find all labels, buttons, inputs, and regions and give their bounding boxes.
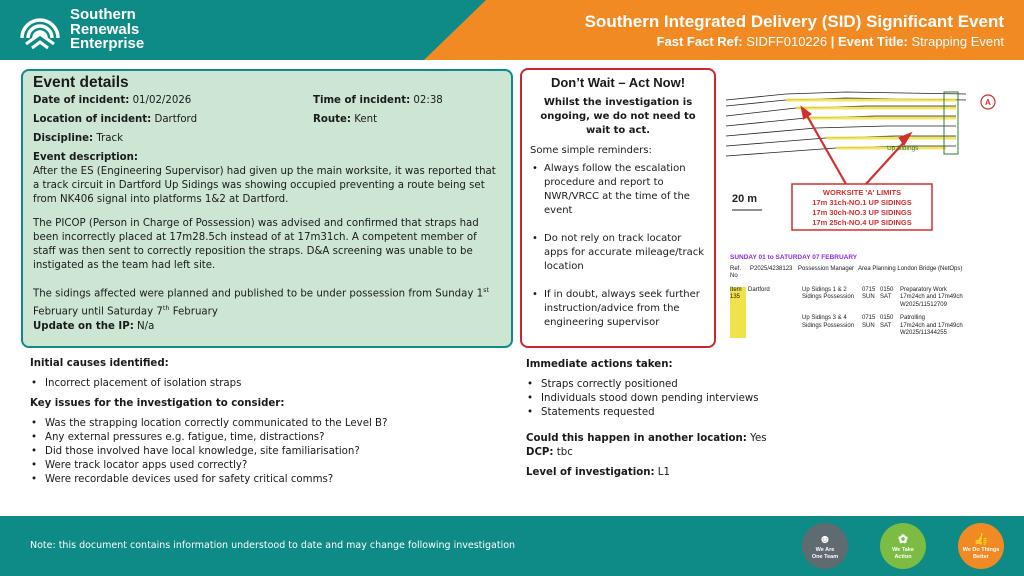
update-value: N/a [137, 320, 155, 332]
table-row [802, 315, 1006, 338]
dont-wait-title: Don’t Wait – Act Now! [550, 75, 686, 90]
list-item: • Individuals stood down pending interviews [541, 392, 826, 406]
could-happen-field [526, 432, 826, 446]
row2-desc: Patrolling [900, 315, 926, 321]
actions-section [526, 358, 826, 480]
date-label: Date of incident: [33, 95, 130, 106]
badge-better-line1: We Do Things [962, 547, 1000, 553]
event-title-label: Event Title: [838, 34, 908, 49]
page-footer [0, 516, 1024, 576]
possession-schedule [730, 254, 1006, 338]
logo-line-2: Renewals [70, 20, 140, 38]
description-label: Event description: [33, 152, 138, 163]
row1-what2: Sidings Possession [802, 294, 855, 300]
list-item: • Were recordable devices used for safety critical comms? [45, 473, 510, 487]
event-title-value: Strapping Event [911, 34, 1004, 49]
dont-wait-panel [520, 68, 716, 348]
update-field [33, 320, 501, 334]
thumbs-up-icon: 👍 [973, 532, 989, 546]
company-logo [18, 8, 144, 52]
row2-what2: Sidings Possession [802, 322, 855, 329]
para3-part-a: The sidings affected were planned and published to be under possession from Sunday 1 [33, 288, 484, 300]
discipline-label: Discipline: [33, 133, 94, 144]
key-issues-heading: Key issues for the investigation to consider: [30, 398, 285, 409]
dcp-label: DCP: [526, 447, 554, 458]
immediate-actions-heading: Immediate actions taken: [526, 359, 673, 370]
event-details-heading: Event details [33, 74, 129, 91]
para3-sup-2: th [162, 304, 170, 313]
route-label: Route: [313, 114, 351, 125]
discipline-value: Track [96, 133, 123, 144]
row1-what: Up Sidings 1 & 2 [802, 286, 847, 293]
row2-d1: SUN [862, 322, 875, 329]
row1-t2: 0150 [880, 286, 894, 293]
badge-team-line2: One Team [811, 553, 839, 560]
list-item: • Always follow the escalation procedure and report to NWR/VRCC at the time of the event [544, 162, 706, 218]
value-badge-better [958, 523, 1004, 569]
badge-better-line2: Better [973, 553, 989, 560]
header-separator: | [830, 34, 835, 49]
table-row [802, 287, 1006, 310]
logo-line-1: Southern [70, 6, 136, 24]
schedule-body [730, 287, 1006, 338]
dont-wait-sub: Some simple reminders: [530, 145, 652, 156]
worksite-limit-3: 17m 25ch-NO.4 UP SIDINGS [812, 218, 912, 227]
header-subtitle [585, 34, 1004, 49]
logo-wordmark [70, 8, 144, 52]
investigation-level-label: Level of investigation: [526, 467, 655, 478]
pm-label: Possession Manager [798, 265, 855, 272]
update-label: Update on the IP: [33, 320, 134, 332]
page-title: Southern Integrated Delivery (SID) Significant Event [584, 12, 1004, 31]
location-field [33, 113, 313, 127]
row2-what: Up Sidings 3 & 4 [802, 315, 847, 321]
action-icon: ✿ [897, 532, 909, 546]
row2-t2: 0150 [880, 315, 894, 321]
item-id: Item 135 [730, 287, 746, 338]
key-issues-list [30, 417, 510, 487]
value-badge-team [802, 523, 848, 569]
reminders-list [530, 162, 706, 330]
list-item: • Incorrect placement of isolation straps [45, 377, 510, 391]
logo-line-3: Enterprise [70, 35, 145, 53]
badge-action-line2: Action [894, 553, 912, 560]
description-paragraph-1: After the ES (Engineering Supervisor) had given up the main worksite, it was reported that a track circuit in Dartford Up Sidings was showing occupied preventing a route being set from NK406 signal into platforms 1&2 at Dartford. [33, 166, 496, 205]
list-item: • Any external pressures e.g. fatigue, time, distractions? [45, 431, 510, 445]
schedule-ref-row [730, 266, 1006, 281]
row1-d2: SAT [880, 294, 892, 300]
worksite-marker: A [985, 98, 991, 107]
row1-desc: Preparatory Work [900, 286, 947, 293]
route-value: Kent [354, 114, 378, 125]
time-label: Time of incident: [313, 95, 411, 106]
dont-wait-intro: Whilst the investigation is ongoing, we do not need to wait to act. [540, 97, 696, 136]
immediate-actions-list [526, 378, 826, 420]
area-label: Area Planning London Bridge (NetOps) [858, 265, 963, 272]
list-item: • Statements requested [541, 406, 826, 420]
value-badge-action [880, 523, 926, 569]
causes-and-issues [30, 357, 510, 493]
could-happen-value: Yes [750, 433, 767, 444]
date-field [33, 94, 313, 108]
row1-desc3: W2025/11512709 [900, 301, 947, 308]
time-field [313, 94, 443, 108]
description-paragraph-3 [33, 283, 501, 320]
investigation-level-value: L1 [657, 467, 670, 478]
para3-sup-1: st [483, 286, 490, 294]
schedule-heading: SUNDAY 01 to SATURDAY 07 FEBRUARY [730, 254, 858, 261]
worksite-limit-1: 17m 31ch-NO.1 UP SIDINGS [812, 198, 912, 207]
up-sidings-label: Up Sidings [887, 145, 919, 152]
discipline-field [33, 132, 501, 146]
ref-label: Fast Fact Ref: [656, 34, 743, 49]
location-value: Dartford [154, 114, 198, 125]
list-item: • Straps correctly positioned [541, 378, 826, 392]
worksite-limit-2: 17m 30ch-NO.3 UP SIDINGS [812, 208, 912, 217]
initial-causes-heading: Initial causes identified: [30, 358, 169, 369]
dcp-value: tbc [556, 447, 573, 458]
team-icon: ☻ [818, 532, 832, 546]
date-value: 01/02/2026 [132, 95, 192, 106]
row2-desc3: W2025/11344255 [900, 330, 947, 336]
route-field [313, 113, 377, 127]
row2-desc2: 17m24ch and 17m49ch [900, 322, 963, 329]
row2-d2: SAT [880, 322, 892, 329]
could-happen-label: Could this happen in another location: [526, 433, 747, 444]
row1-desc2: 17m24ch and 17m49ch [900, 294, 963, 300]
badge-action-line1: We Take [892, 547, 914, 553]
para3-part-c: February [169, 306, 218, 318]
ref-no-value: P2025/4238123 [750, 265, 793, 272]
dcp-field [526, 446, 826, 460]
footer-note: Note: this document contains information understood to date and may change following investigation [30, 540, 516, 551]
worksite-limits-title: WORKSITE 'A' LIMITS [822, 188, 902, 197]
time-value: 02:38 [413, 95, 443, 106]
list-item: • If in doubt, always seek further instruction/advice from the engineering supervisor [544, 288, 706, 330]
scale-label: 20 m [732, 193, 758, 205]
row1-t1: 0715 [862, 286, 876, 293]
row2-t1: 0715 [862, 315, 876, 321]
investigation-level-field [526, 466, 826, 480]
description-paragraph-2: The PICOP (Person in Charge of Possession) was advised and confirmed that straps had been incorrectly placed at 17m28.5ch instead of at 17m31ch. A competent member of staff was then sent to correctly reposition the straps. D&A screening was unable to be instigated as the team had left site. [33, 218, 479, 271]
rainbow-logo-icon [18, 8, 62, 52]
location-label: Location of incident: [33, 114, 152, 125]
event-details-panel [21, 69, 513, 348]
row1-d1: SUN [862, 294, 875, 300]
track-layout-diagram [726, 86, 1002, 252]
badge-team-line1: We Are [815, 547, 835, 553]
page-header [0, 0, 1024, 60]
list-item: • Were track locator apps used correctly? [45, 459, 510, 473]
list-item: • Was the strapping location correctly communicated to the Level B? [45, 417, 510, 431]
list-item: • Did those involved have local knowledge, site familiarisation? [45, 445, 510, 459]
ref-value: SIDFF010226 [746, 34, 828, 49]
list-item: • Do not rely on track locator apps for accurate mileage/track location [544, 232, 706, 274]
ref-no-label: Ref. No [730, 265, 742, 279]
initial-causes-list [30, 377, 510, 391]
item-location: Dartford [748, 286, 770, 293]
para3-part-b: February until Saturday 7 [33, 306, 163, 318]
header-titles [585, 12, 1004, 49]
